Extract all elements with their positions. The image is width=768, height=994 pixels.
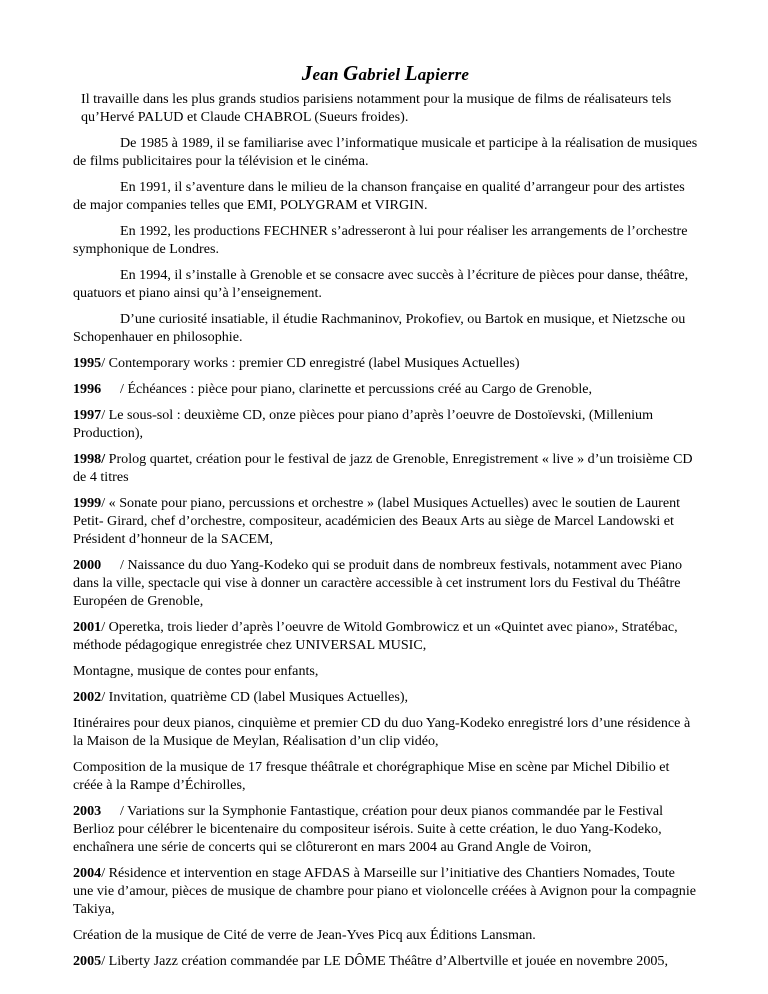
timeline-entry xyxy=(73,688,698,706)
title-part-abriel: abriel xyxy=(358,65,405,84)
timeline-entry xyxy=(73,494,698,548)
title-initial-j: J xyxy=(301,61,313,85)
entry-year: 2003 xyxy=(73,803,102,819)
entry-text: / Invitation, quatrième CD (label Musiques Actuelles), xyxy=(101,689,409,705)
timeline-entry xyxy=(73,406,698,442)
intro-paragraph: D’une curiosité insatiable, il étudie Rachmaninov, Prokofiev, ou Bartok en musique, et Nietzsche ou Schopenhauer en philosophie. xyxy=(73,311,686,345)
title-initial-g: G xyxy=(343,61,359,85)
entry-year: 1995 xyxy=(73,355,102,371)
entry-text: / « Sonate pour piano, percussions et orchestre » (label Musiques Actuelles) avec le soutien de Laurent Petit- Girard, chef d’orchestre, compositeur, académicien des Beaux Arts au siège de Marcel Landowski et Président d’honneur de la SACEM, xyxy=(73,495,681,547)
entry-year: 1996 xyxy=(73,381,102,397)
timeline-entry xyxy=(73,380,698,398)
title-part-apierre: apierre xyxy=(417,65,470,84)
entry-year: 2000 xyxy=(73,557,102,573)
entry-text: / Le sous-sol : deuxième CD, onze pièces pour piano d’après l’oeuvre de Dostoïevski, (Millenium Production), xyxy=(73,407,654,441)
document-title xyxy=(73,62,698,86)
entry-text: Création de la musique de Cité de verre de Jean-Yves Picq aux Éditions Lansman. xyxy=(73,927,536,943)
timeline-entry xyxy=(73,802,698,856)
title-part-ean: ean xyxy=(312,65,344,84)
entry-text: Composition de la musique de 17 fresque théâtrale et chorégraphique Mise en scène par Michel Dibilio et créée à la Rampe d’Échirolles, xyxy=(73,759,670,793)
title-initial-l: L xyxy=(404,61,418,85)
timeline-entry xyxy=(73,354,698,372)
entry-text: / Liberty Jazz création commandée par LE DÔME Théâtre d’Albertville et jouée en novembre 2005, xyxy=(101,953,668,969)
entry-year: 1999 xyxy=(73,495,102,511)
entry-year: 1998/ xyxy=(73,451,106,467)
timeline-entry xyxy=(73,450,698,486)
timeline-entry xyxy=(73,556,698,610)
intro-paragraph: De 1985 à 1989, il se familiarise avec l’informatique musicale et participe à la réalisation de musiques de films publicitaires pour la télévision et le cinéma. xyxy=(73,135,698,169)
entry-text: / Naissance du duo Yang-Kodeko qui se produit dans de nombreux festivals, notamment avec Piano dans la ville, spectacle qui vise à donner un caractère accessible à cet instrument lors du Festival du Théâtre Européen de Grenoble, xyxy=(73,557,683,609)
entry-text: / Variations sur la Symphonie Fantastique, création pour deux pianos commandée par le Festival Berlioz pour célébrer le bicentenaire du compositeur isérois. Suite à cette création, le duo Yang-Kodeko, enchaînera une série de concerts qui se clôtureront en mars 2004 au Grand Angle de Voiron, xyxy=(73,803,664,855)
timeline-entry xyxy=(73,926,698,944)
entry-text: Itinéraires pour deux pianos, cinquième et premier CD du duo Yang-Kodeko enregistré lors d’une résidence à la Maison de la Musique de Meylan, Réalisation d’un clip vidéo, xyxy=(73,715,691,749)
timeline-entry xyxy=(73,952,698,970)
timeline-entry xyxy=(73,714,698,750)
entry-year: 2005 xyxy=(73,953,102,969)
entry-year: 2002 xyxy=(73,689,102,705)
entry-text: Prolog quartet, création pour le festival de jazz de Grenoble, Enregistrement « live » d’un troisième CD de 4 titres xyxy=(73,451,693,485)
timeline-entry xyxy=(73,758,698,794)
timeline-entry xyxy=(73,864,698,918)
entry-year: 1997 xyxy=(73,407,102,423)
entry-text: / Échéances : pièce pour piano, clarinette et percussions créé au Cargo de Grenoble, xyxy=(120,381,593,397)
entry-year: 2004 xyxy=(73,865,102,881)
timeline-entry xyxy=(73,618,698,654)
timeline-entry xyxy=(73,662,698,680)
document-page xyxy=(73,62,698,978)
intro-paragraph: En 1992, les productions FECHNER s’adresseront à lui pour réaliser les arrangements de l’orchestre symphonique de Londres. xyxy=(73,223,688,257)
intro-paragraph: Il travaille dans les plus grands studios parisiens notamment pour la musique de films de réalisateurs tels qu’Hervé PALUD et Claude CHABROL (Sueurs froides). xyxy=(81,91,672,125)
intro-paragraph: En 1994, il s’installe à Grenoble et se consacre avec succès à l’écriture de pièces pour danse, théâtre, quatuors et piano ainsi qu’à l’enseignement. xyxy=(73,267,689,301)
entry-text: / Résidence et intervention en stage AFDAS à Marseille sur l’initiative des Chantiers Nomades, Toute une vie d’amour, pièces de musique de chambre pour piano et violoncelle créées à Avignon pour la compagnie Takiya, xyxy=(73,865,696,917)
entry-text: / Contemporary works : premier CD enregistré (label Musiques Actuelles) xyxy=(101,355,520,371)
entry-text: Montagne, musique de contes pour enfants, xyxy=(73,663,319,679)
entry-text: / Operetka, trois lieder d’après l’oeuvre de Witold Gombrowicz et un «Quintet avec piano», Stratébac, méthode pédagogique enregistrée chez UNIVERSAL MUSIC, xyxy=(73,619,678,653)
intro-paragraph: En 1991, il s’aventure dans le milieu de la chanson française en qualité d’arrangeur pour des artistes de major companies telles que EMI, POLYGRAM et VIRGIN. xyxy=(73,179,685,213)
entry-year: 2001 xyxy=(73,619,102,635)
